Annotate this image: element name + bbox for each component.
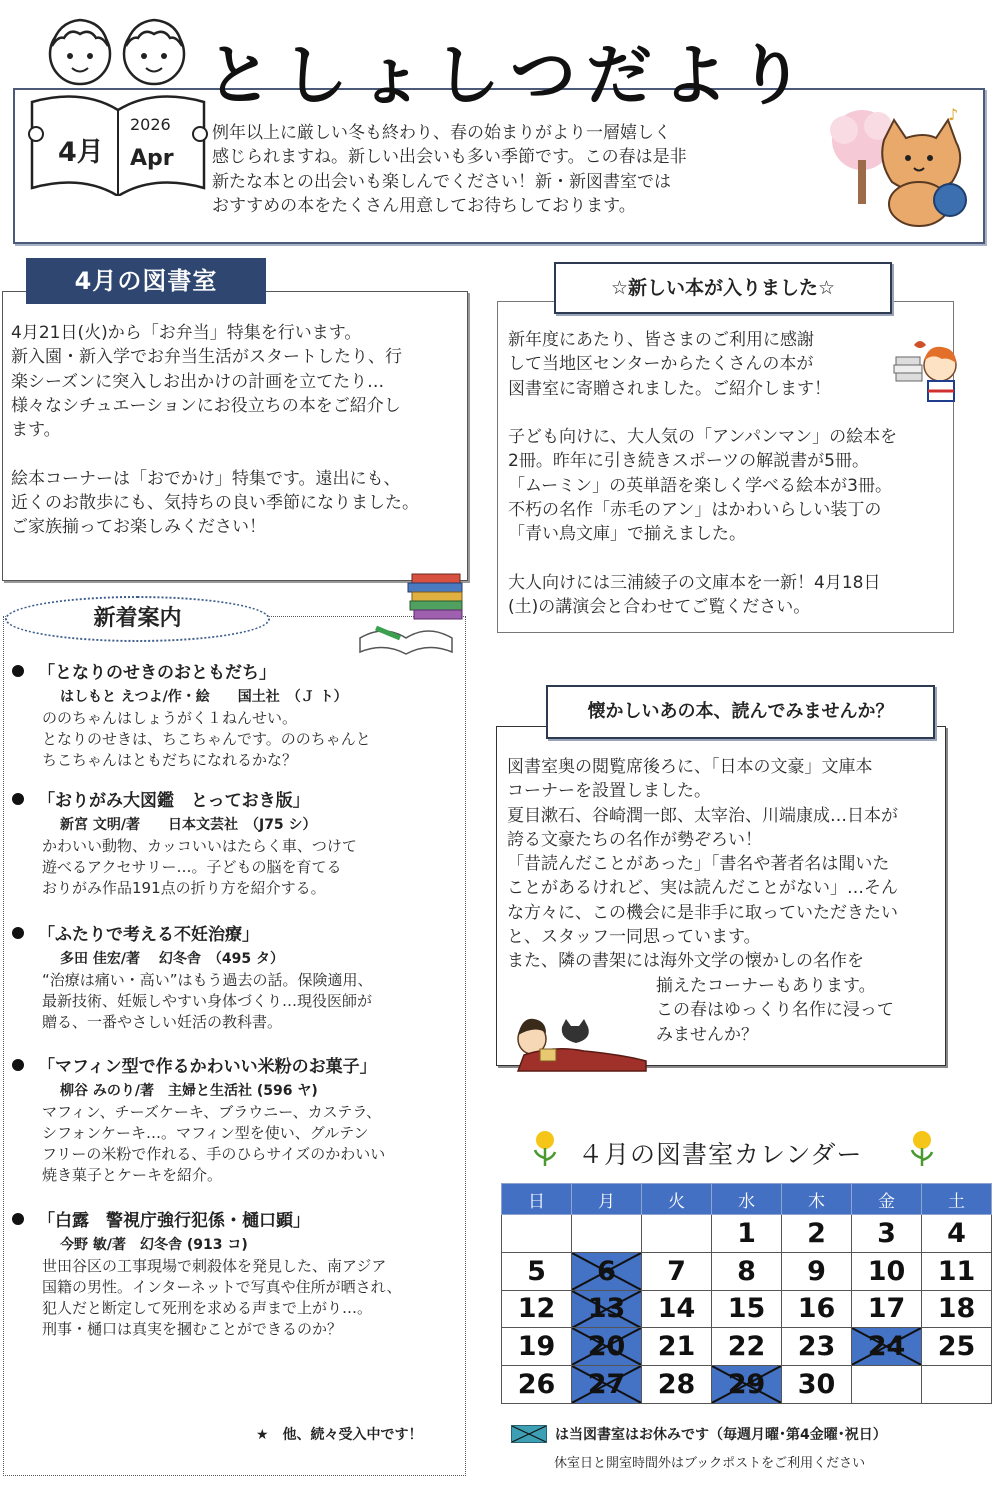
bullet-icon [12,665,24,677]
new-books-heading: ☆新しい本が入りました☆ [554,262,892,314]
book-stack-illustration [356,572,468,664]
arrival-author: 多田 佳宏/著 幻冬舎 （495 タ） [60,951,284,967]
arrival-author: はしもと えつよ/作・絵 国土社 （Ｊ ト） [60,689,348,705]
calendar-empty-cell [852,1366,922,1404]
calendar-day: 23 [782,1328,852,1366]
calendar-week-row [502,1328,992,1366]
calendar-legend [511,1424,887,1444]
calendar-day: 4 [922,1215,992,1253]
calendar-day: 1 [712,1215,782,1253]
bullet-icon [12,1059,24,1071]
calendar-weekday: 日 [502,1184,572,1215]
person-reading-with-cat-illustration [500,1005,650,1075]
dandelion-icon [907,1128,937,1168]
arrival-title: 「マフィン型で作るかわいい米粉のお菓子」 [12,1052,462,1077]
calendar-week-row [502,1252,992,1290]
arrival-title: 「白露 警視庁強行犯係・樋口顕」 [12,1206,462,1231]
issue-year: 2026 [130,115,171,134]
calendar-note: 休室日と開室時間外はブックポストをご利用ください [554,1456,866,1471]
new-books-text: 新年度にあたり、皆さまのご利用に感謝 して当地区センターからたくさんの本が 図書室に寄贈されました。ご紹介します！ 子ども向けに、大人気の「アンパンマン」の絵本を 2冊。昨年に引き続きスポーツの解説書が5冊。 「ムーミン」の英単語を楽しく学べる絵本が3冊。 不朽の名作「赤毛のアン」はかわいらしい装丁の 「青い鳥文庫」で揃えました。 大人向けには三浦綾子の文庫本を一新！4月18日 (土)の講演会と合わせてご覧ください。 [508,330,898,618]
arrival-description: ののちゃんはしょうがく１ねんせい。 となりのせきは、ちこちゃんです。ののちゃんと ちこちゃんはともだちになれるかな？ [42,709,371,769]
calendar-day: 16 [782,1290,852,1328]
calendar-day: 11 [922,1252,992,1290]
calendar-day: 30 [782,1366,852,1404]
calendar-day: 7 [642,1252,712,1290]
calendar-table [501,1183,992,1404]
calendar-week-row [502,1290,992,1328]
calendar-day: 14 [642,1290,712,1328]
calendar-day: 17 [852,1290,922,1328]
calendar-day: 28 [642,1366,712,1404]
newsletter-title: としょしつだより [206,37,814,114]
calendar-closed-day: 27 [572,1366,642,1404]
calendar-day: 15 [712,1290,782,1328]
calendar-day: 19 [502,1328,572,1366]
issue-month-en: Apr [130,146,174,171]
arrival-author: 今野 敏/著 幻冬舎 (913 コ) [60,1237,248,1253]
calendar-day: 5 [502,1252,572,1290]
calendar-day: 8 [712,1252,782,1290]
arrival-description: 世田谷区の工事現場で刺殺体を発見した、南アジア 国籍の男性。インターネットで写真や住所が晒され、 犯人だと断定して死刑を求める声まで上がり…。 刑事・樋口は真実を摑むことができるのか？ [42,1257,402,1338]
calendar-weekday: 木 [782,1184,852,1215]
arrival-description: マフィン、チーズケーキ、ブラウニー、カステラ、 シフォンケーキ…。マフィン型を使い、グルテン フリーの米粉で作れる、手のひらサイズのかわいい 焼き菓子とケーキを紹介。 [42,1103,386,1184]
calendar-closed-day: 29 [712,1366,782,1404]
calendar-day: 25 [922,1328,992,1366]
calendar-week-row [502,1366,992,1404]
nostalgic-books-heading: 懐かしいあの本、読んでみませんか？ [546,685,935,739]
issue-month: 4月 [58,137,104,168]
calendar-weekday: 火 [642,1184,712,1215]
calendar-day: 10 [852,1252,922,1290]
calendar-day: 22 [712,1328,782,1366]
arrival-item-1 [12,658,462,771]
calendar-week-row [502,1215,992,1253]
arrival-title: 「となりのせきのおともだち」 [12,658,462,683]
intro-text: 例年以上に厳しい冬も終わり、春の始まりがより一層嬉しく 感じられますね。新しい出会いも多い季節です。この春は是非 新たな本との出会いも楽しんでください！新・新図書室では おすすめの本をたくさん用意してお待ちしております。 [212,123,687,216]
calendar-day: 21 [642,1328,712,1366]
more-arrivals-note: ★ 他、続々受入中です！ [256,1427,423,1443]
calendar-weekday: 月 [572,1184,642,1215]
arrival-author: 柳谷 みのり/著 主婦と生活社 (596 ヤ) [60,1083,318,1099]
calendar-closed-day: 20 [572,1328,642,1366]
bullet-icon [12,927,24,939]
arrival-description: かわいい動物、カッコいいはたらく車、つけて 遊べるアクセサリー…。子どもの脳を育てる おりがみ作品191点の折り方を紹介する。 [42,837,357,897]
arrival-title: 「ふたりで考える不妊治療」 [12,920,462,945]
library-calendar [501,1183,992,1404]
arrival-title: 「おりがみ大図鑑 とっておき版」 [12,786,462,811]
arrival-description: “治療は痛い・高い”はもう過去の話。保険適用、 最新技術、妊娠しやすい身体づくり…現役医師が 贈る、一番やさしい妊活の教科書。 [42,971,373,1031]
calendar-title: ４月の図書室カレンダー [578,1140,863,1169]
calendar-day: 18 [922,1290,992,1328]
dandelion-icon [530,1128,560,1168]
library-section-text: 4月21日(火)から「お弁当」特集を行います。 新入園・新入学でお弁当生活がスタートしたり、行 楽シーズンに突入しお出かけの計画を立てたり… 様々なシチュエーションにお役立ちの本をご紹介し ます。 絵本コーナーは「おでかけ」特集です。遠出にも、 近くのお散歩にも、気持ちの良い季節になりました。 ご家族揃ってお楽しみください！ [11,323,419,538]
calendar-empty-cell [572,1215,642,1253]
bullet-icon [12,793,24,805]
svg-text:♪: ♪ [948,105,959,124]
arrival-item-4 [12,1052,462,1186]
nostalgic-books-text-continued: 揃えたコーナーもあります。 この春はゆっくり名作に浸って みませんか？ [656,976,894,1045]
arrival-item-2 [12,786,462,899]
kids-reading-illustration [18,6,218,196]
closed-day-swatch-icon [511,1425,547,1443]
calendar-weekday: 水 [712,1184,782,1215]
calendar-weekday: 金 [852,1184,922,1215]
calendar-closed-day: 6 [572,1252,642,1290]
calendar-day: 26 [502,1366,572,1404]
calendar-weekday-row [502,1184,992,1215]
calendar-day: 3 [852,1215,922,1253]
boy-carrying-books-illustration [888,335,968,415]
calendar-closed-day: 24 [852,1328,922,1366]
calendar-day: 9 [782,1252,852,1290]
arrival-item-5 [12,1206,462,1340]
calendar-empty-cell [642,1215,712,1253]
calendar-legend-text: は当図書室はお休みです（毎週月曜･第4金曜･祝日） [555,1427,887,1443]
nostalgic-books-text: 図書室奥の閲覧席後ろに、「日本の文豪」文庫本 コーナーを設置しました。 夏目漱石、谷崎潤一郎、太宰治、川端康成…日本が 誇る文豪たちの名作が勢ぞろい！ 「昔読んだことがあった」「書名や著者名は聞いた ことがあるけれど、実は読んだことがない」…そん な方々に、この機会に是非手に取っていただきたい と、スタッフ一同思っています。 また、隣の書架には海外文学の懐かしの名作を [507,757,898,972]
calendar-closed-day: 13 [572,1290,642,1328]
arrival-item-3 [12,920,462,1033]
calendar-weekday: 土 [922,1184,992,1215]
new-arrivals-heading: 新着案内 [5,596,270,642]
library-section-heading: 4月の図書室 [26,258,266,304]
calendar-empty-cell [502,1215,572,1253]
calendar-day: 2 [782,1215,852,1253]
cat-with-cherry-blossom-illustration [822,100,972,230]
calendar-empty-cell [922,1366,992,1404]
arrival-author: 新宮 文明/著 日本文芸社 （J75 シ） [60,817,317,833]
bullet-icon [12,1213,24,1225]
calendar-day: 12 [502,1290,572,1328]
